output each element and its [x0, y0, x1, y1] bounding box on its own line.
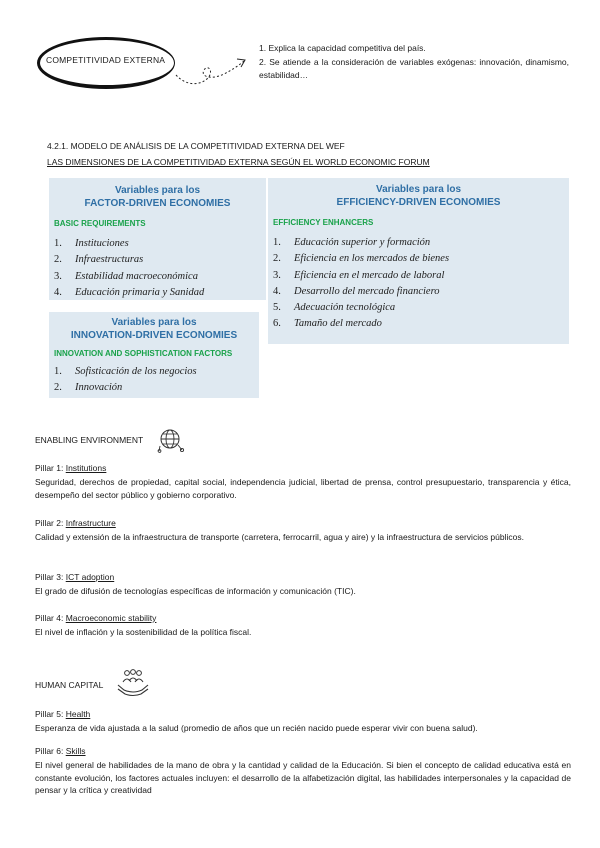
dotted-arrow-icon: [174, 50, 254, 90]
oval-title: COMPETITIVIDAD EXTERNA: [46, 55, 166, 65]
pillar-name: Skills: [65, 746, 86, 756]
note-1: 1. Explica la capacidad competitiva del país.: [259, 43, 426, 53]
pillar-1: Pillar 1: Institutions Seguridad, derechos de propiedad, capital social, independencia judicial, libertad de prensa, control presupuestario, transparencia y ética, desempeño del sector público y gobierno corporativo.: [35, 463, 571, 500]
panel-title-line1: Variables para los: [111, 317, 197, 328]
panel-list: [49, 364, 259, 397]
section-title: 4.2.1. MODELO DE ANÁLISIS DE LA COMPETITIVIDAD EXTERNA DEL WEF: [47, 141, 345, 151]
intro-notes: [259, 42, 569, 83]
hands-people-icon: [116, 668, 150, 698]
list-item: 2. Innovación: [54, 382, 123, 394]
enabling-heading: ENABLING ENVIRONMENT: [35, 435, 144, 445]
list-item: 3. Eficiencia en el mercado de laboral: [273, 269, 445, 281]
panel-subtitle: BASIC REQUIREMENTS: [54, 219, 146, 228]
factor-driven-panel: [49, 178, 266, 300]
list-item: 2. Infraestructuras: [54, 254, 144, 266]
pillar-name: Institutions: [65, 463, 107, 473]
pillar-name: ICT adoption: [65, 572, 115, 582]
pillar-5: Pillar 5: Health Esperanza de vida ajustada a la salud (promedio de años que un recién nacido puede esperar vivir con buena salud).: [35, 708, 571, 735]
pillar-text: Seguridad, derechos de propiedad, capital social, independencia judicial, libertad de prensa, control presupuestario, transparencia y ética, desempeño del sector público y gobierno corporativo.: [35, 476, 571, 500]
panel-list: [49, 236, 266, 300]
list-item: 5. Adecuación tecnológica: [273, 302, 396, 314]
section-subtitle: LAS DIMENSIONES DE LA COMPETITIVIDAD EXTERNA SEGÚN EL WORLD ECONOMIC FORUM: [47, 157, 430, 167]
panel-title-line1: Variables para los: [114, 185, 201, 196]
pillar-text: El nivel general de habilidades de la mano de obra y la cantidad y calidad de la Educación. Si bien el concepto de calidad educativa está en constante evolución, los factores actuales incluyen: el desarrollo de la alfabetización digital, las habilidades interpersonales y la capacidad de pensar y la crítica y creatividad: [35, 759, 571, 796]
pillar-name: Macroeconomic stability: [65, 613, 157, 623]
list-item: 6. Tamaño del mercado: [273, 318, 382, 330]
list-item: 1. Educación superior y formación: [273, 237, 431, 248]
pillar-2: Pillar 2: Infrastructure Calidad y extensión de la infraestructura de transporte (carretera, ferrocarril, agua y aire) y la infraestructura de servicios públicos.: [35, 517, 571, 544]
list-item: 1. Sofisticación de los negocios: [54, 366, 197, 377]
pillar-text: Calidad y extensión de la infraestructura de transporte (carretera, ferrocarril, agua y aire) y la infraestructura de servicios públicos.: [35, 531, 524, 542]
list-item: 4. Educación primaria y Sanidad: [54, 286, 205, 298]
panel-title-line2: INNOVATION-DRIVEN ECONOMIES: [70, 329, 238, 341]
panel-subtitle: INNOVATION AND SOPHISTICATION FACTORS: [54, 349, 233, 358]
efficiency-driven-panel: [268, 178, 569, 344]
pillar-text: Esperanza de vida ajustada a la salud (promedio de años que un recién nacido puede esperar vivir con buena salud).: [35, 722, 478, 733]
pillar-6: Pillar 6: Skills El nivel general de habilidades de la mano de obra y la cantidad y calidad de la Educación. Si bien el concepto de calidad educativa está en constante evolución, los factores actuales incluyen: el desarrollo de la alfabetización digital, las habilidades interpersonales y la capacidad de pensar y la crítica y creatividad: [35, 746, 571, 796]
list-item: 4. Desarrollo del mercado financiero: [273, 285, 440, 297]
list-item: 1. Instituciones: [54, 238, 129, 249]
human-capital-heading: HUMAN CAPITAL: [35, 680, 104, 690]
pillar-4: Pillar 4: Macroeconomic stability El nivel de inflación y la sostenibilidad de la política fiscal.: [35, 612, 571, 639]
panel-subtitle: EFFICIENCY ENHANCERS: [273, 218, 374, 227]
panel-title-line1: Variables para los: [375, 184, 462, 195]
pillar-text: El nivel de inflación y la sostenibilidad de la política fiscal.: [35, 626, 252, 637]
list-item: 2. Eficiencia en los mercados de bienes: [273, 253, 450, 265]
pillar-text: El grado de difusión de tecnologías específicas de información y comunicación (TIC).: [35, 585, 356, 596]
panel-title-line2: EFFICIENCY-DRIVEN ECONOMIES: [336, 196, 501, 208]
panel-title-line2: FACTOR-DRIVEN ECONOMIES: [84, 197, 231, 209]
pillar-3: Pillar 3: ICT adoption El grado de difusión de tecnologías específicas de información y comunicación (TIC).: [35, 571, 571, 598]
note-2: 2. Se atiende a la consideración de variables exógenas: innovación, dinamismo, estabilidad…: [259, 56, 569, 80]
panel-list: [268, 235, 569, 333]
innovation-driven-panel: [49, 312, 259, 398]
pillar-name: Health: [65, 709, 91, 719]
globe-network-icon: [157, 427, 185, 453]
pillar-name: Infrastructure: [65, 518, 116, 528]
list-item: 3. Estabilidad macroeconómica: [54, 270, 198, 282]
